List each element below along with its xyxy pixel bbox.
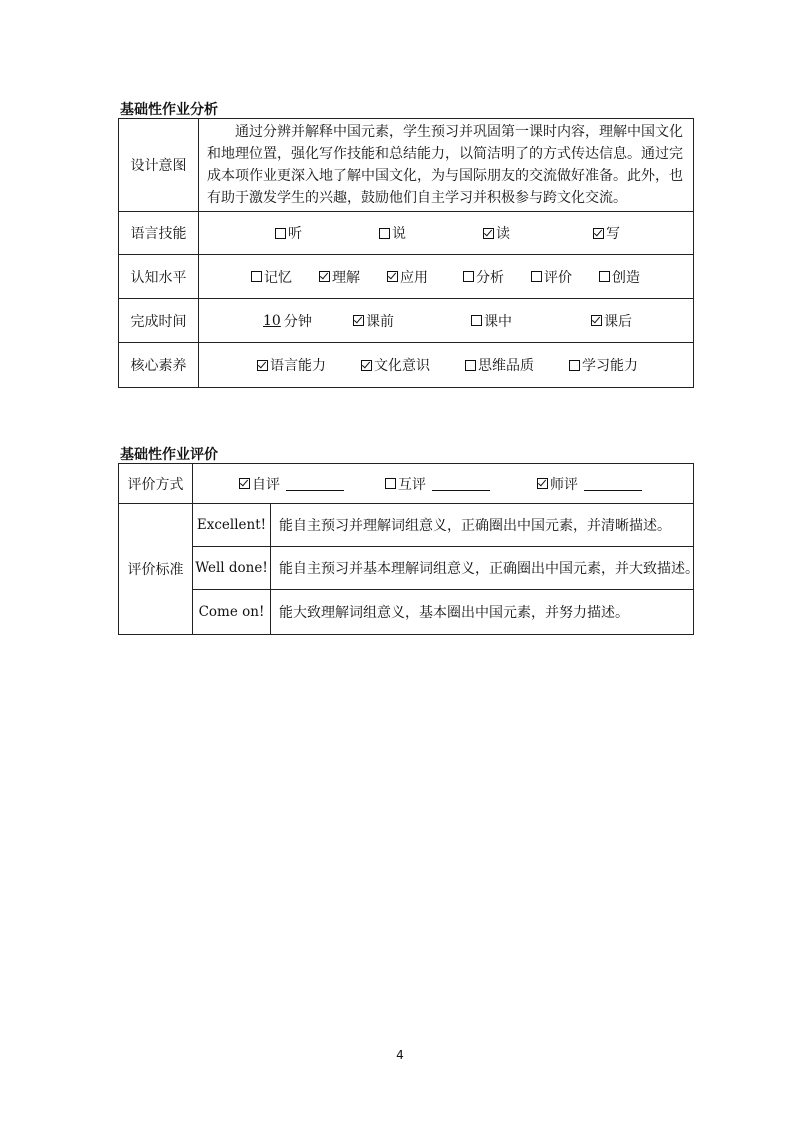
checkbox-icon[interactable] — [251, 271, 262, 282]
checkbox-checked-icon[interactable] — [593, 228, 604, 239]
checkbox-checked-icon[interactable] — [483, 228, 494, 239]
time-option-after-class[interactable]: 课后 — [591, 311, 632, 331]
criteria-row-excellent — [119, 504, 694, 547]
evaluation-table — [118, 463, 699, 635]
skill-option-write[interactable]: 写 — [593, 223, 620, 243]
checkbox-checked-icon[interactable] — [361, 360, 372, 371]
cognitive-level-options — [199, 267, 693, 287]
criteria-description: 能自主预习并理解词组意义，正确圈出中国元素，并清晰描述。 — [271, 504, 694, 547]
evaluation-criteria-label: 评价标准 — [119, 504, 193, 635]
criteria-description: 能自主预习并基本理解词组意义，正确圈出中国元素，并大致描述。 — [271, 547, 694, 590]
language-skills-label: 语言技能 — [119, 212, 199, 255]
criteria-row-come-on — [119, 590, 694, 635]
literacy-option-learning[interactable]: 学习能力 — [569, 355, 638, 375]
cognitive-level-row — [119, 255, 694, 299]
skill-option-listen[interactable]: 听 — [275, 223, 379, 243]
design-intent-text: 通过分辨并解释中国元素，学生预习并巩固第一课时内容，理解中国文化和地理位置，强化写作技能和总结能力，以简洁明了的方式传达信息。通过完成本项作业更深入地了解中国文化，为与国际朋友的交流做好准备。此外，也有助于激发学生的兴趣，鼓励他们自主学习并积极参与跨文化交流。 — [199, 119, 694, 212]
minutes-unit: 分钟 — [283, 313, 312, 330]
cognitive-option-apply[interactable]: 应用 — [387, 267, 463, 287]
completion-time-row — [119, 299, 694, 343]
core-literacy-options — [199, 355, 693, 375]
evaluation-method-label: 评价方式 — [119, 464, 193, 504]
time-option-in-class[interactable]: 课中 — [471, 311, 591, 331]
peer-eval-blank[interactable] — [432, 477, 490, 491]
checkbox-checked-icon[interactable] — [387, 271, 398, 282]
analysis-table — [118, 118, 694, 388]
analysis-section-title: 基础性作业分析 — [120, 102, 218, 118]
cognitive-option-analyze[interactable]: 分析 — [463, 267, 531, 287]
checkbox-icon[interactable] — [275, 228, 286, 239]
method-option-teacher[interactable]: 师评 — [537, 474, 642, 494]
checkbox-checked-icon[interactable] — [239, 478, 250, 489]
criteria-level: Well done! — [193, 547, 271, 590]
method-option-peer[interactable]: 互评 — [385, 474, 537, 494]
evaluation-section-title: 基础性作业评价 — [120, 447, 218, 463]
literacy-option-thinking[interactable]: 思维品质 — [465, 355, 569, 375]
criteria-level: Excellent! — [193, 504, 271, 547]
checkbox-icon[interactable] — [463, 271, 474, 282]
criteria-row-well-done — [119, 547, 694, 590]
cognitive-option-evaluate[interactable]: 评价 — [531, 267, 599, 287]
completion-time-label: 完成时间 — [119, 299, 199, 343]
design-intent-row — [119, 119, 694, 212]
checkbox-checked-icon[interactable] — [353, 315, 364, 326]
completion-time-options — [199, 311, 693, 331]
skill-option-speak[interactable]: 说 — [379, 223, 483, 243]
checkbox-icon[interactable] — [599, 271, 610, 282]
self-eval-blank[interactable] — [286, 477, 344, 491]
checkbox-icon[interactable] — [471, 315, 482, 326]
checkbox-icon[interactable] — [385, 478, 396, 489]
checkbox-icon[interactable] — [531, 271, 542, 282]
cognitive-option-create[interactable]: 创造 — [599, 267, 640, 287]
checkbox-checked-icon[interactable] — [537, 478, 548, 489]
literacy-option-language[interactable]: 语言能力 — [257, 355, 361, 375]
checkbox-icon[interactable] — [465, 360, 476, 371]
design-intent-label: 设计意图 — [119, 119, 199, 212]
cognitive-option-understand[interactable]: 理解 — [319, 267, 387, 287]
literacy-option-culture[interactable]: 文化意识 — [361, 355, 465, 375]
cognitive-level-label: 认知水平 — [119, 255, 199, 299]
checkbox-checked-icon[interactable] — [591, 315, 602, 326]
skill-option-read[interactable]: 读 — [483, 223, 593, 243]
criteria-description: 能大致理解词组意义，基本圈出中国元素，并努力描述。 — [271, 590, 694, 635]
cognitive-option-memory[interactable]: 记忆 — [251, 267, 319, 287]
checkbox-icon[interactable] — [379, 228, 390, 239]
checkbox-icon[interactable] — [569, 360, 580, 371]
core-literacy-label: 核心素养 — [119, 343, 199, 388]
language-skills-options — [199, 223, 693, 243]
checkbox-checked-icon[interactable] — [319, 271, 330, 282]
checkbox-checked-icon[interactable] — [257, 360, 268, 371]
completion-minutes — [263, 311, 353, 331]
evaluation-method-options — [193, 474, 693, 494]
time-option-before-class[interactable]: 课前 — [353, 311, 471, 331]
language-skills-row — [119, 212, 694, 255]
method-option-self[interactable]: 自评 — [239, 474, 385, 494]
evaluation-method-row — [119, 464, 694, 504]
core-literacy-row — [119, 343, 694, 388]
teacher-eval-blank[interactable] — [584, 477, 642, 491]
minutes-value: 10 — [263, 312, 281, 329]
page-number: 4 — [396, 1048, 404, 1062]
criteria-level: Come on! — [193, 590, 271, 635]
